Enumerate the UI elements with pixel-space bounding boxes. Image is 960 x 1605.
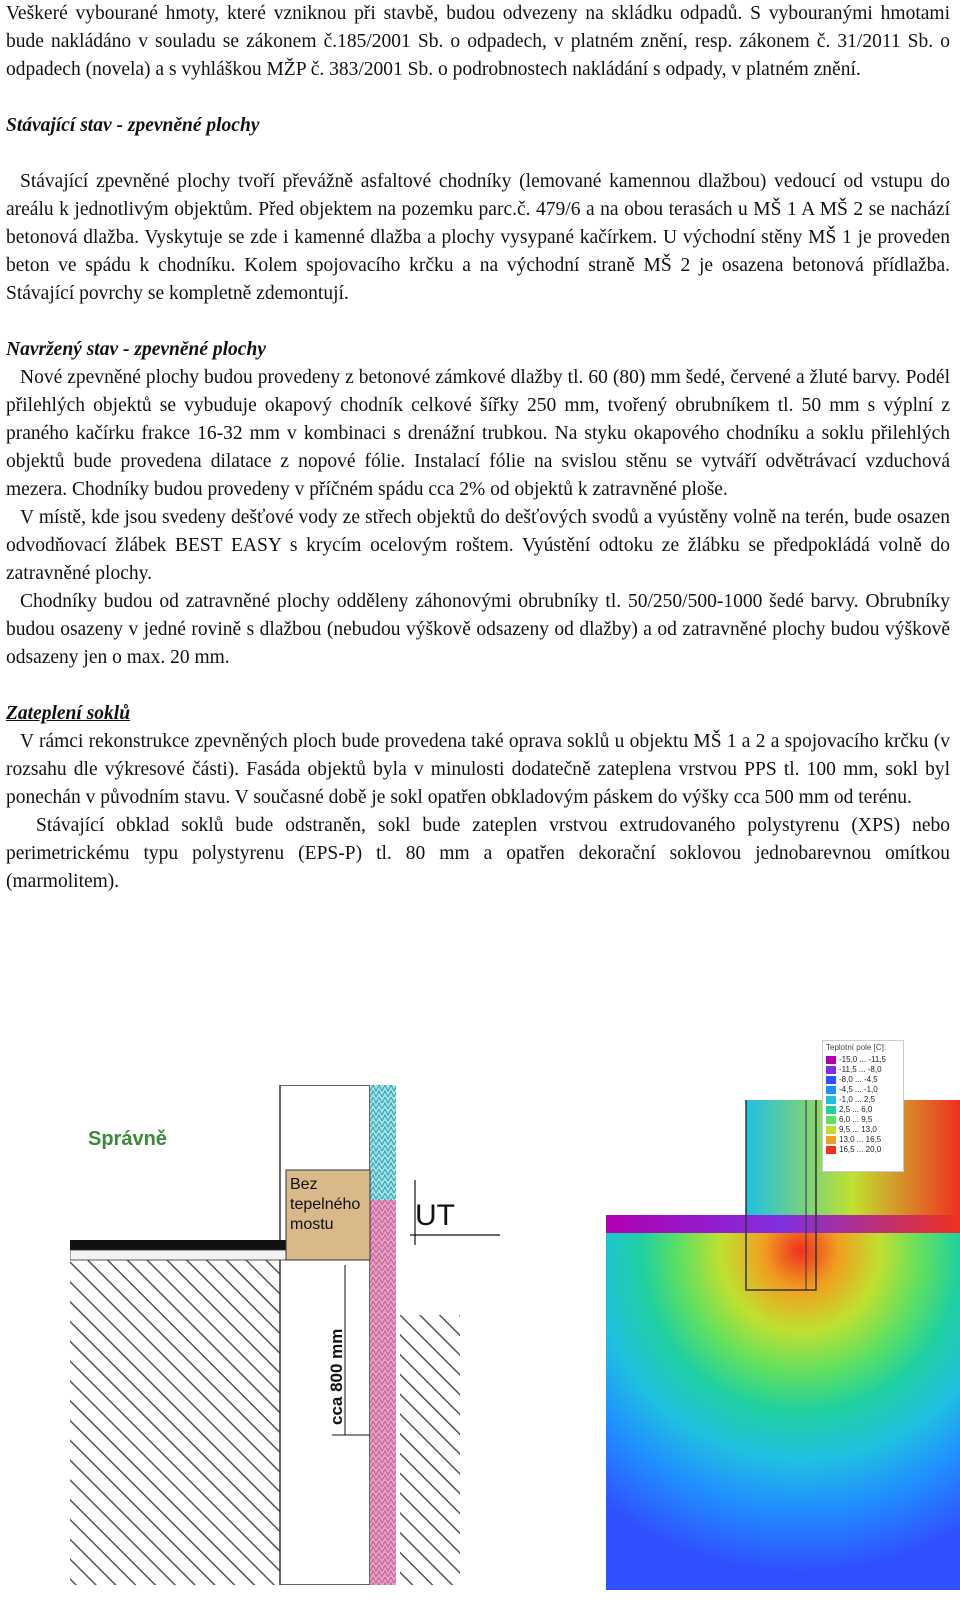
thermal-field-figure — [606, 1040, 960, 1590]
section-proposed-paragraph-3: Chodníky budou od zatravněné plochy odděleny záhonovými obrubníky tl. 50/250/500-1000 šedé barvy. Obrubníky budou osazeny v jedné rovině s dlažbou (nebudou výškově odsazeny od dlažby) a od zatravněné plochy budou výškově odsazeny jen o max. 20 mm. — [6, 591, 950, 668]
section-insulation-paragraph-2: Stávající obklad soklů bude odstraněn, sokl bude zateplen vrstvou extrudovaného polystyrenu (XPS) nebo perimetrickému typu polystyrenu (EPS-P) tl. 80 mm a opatřen dekorační soklovou jednobarevnou omítkou (marmolitem). — [6, 815, 950, 892]
temperature-legend — [822, 1040, 904, 1172]
correct-label: Správně — [88, 1128, 167, 1150]
legend-swatch — [826, 1076, 836, 1084]
legend-label: 6,0 ... 9,5 — [839, 1115, 873, 1124]
plinth-detail-figure — [70, 1085, 590, 1605]
legend-label: -15,0 ... -11,5 — [839, 1055, 886, 1064]
document-body — [6, 0, 950, 896]
legend-item — [823, 1125, 903, 1135]
legend-swatch — [826, 1096, 836, 1104]
legend-label: -4,5 ... -1,0 — [839, 1085, 878, 1094]
legend-label: 9,5 ... 13,0 — [839, 1125, 877, 1134]
section-insulation-paragraph-1: V rámci rekonstrukce zpevněných ploch bude provedena také oprava soklů u objektu MŠ 1 a 2 a spojovacího krčku (v rozsahu dle výkresové části). Fasáda objektů byla v minulosti dodatečně zateplena vrstvou PPS tl. 100 mm, sokl byl ponechán v původním stavu. V současné době je sokl opatřen obkladovým páskem do výšky cca 500 mm od terénu. — [6, 731, 950, 808]
legend-label: -8,0 ... -4,5 — [839, 1075, 878, 1084]
legend-item — [823, 1105, 903, 1115]
legend-item — [823, 1055, 903, 1065]
ground-field — [606, 1233, 960, 1590]
legend-swatch — [826, 1126, 836, 1134]
legend-item — [823, 1065, 903, 1075]
legend-label: 16,5 ... 20,0 — [839, 1145, 882, 1154]
legend-swatch — [826, 1116, 836, 1124]
plinth-detail-drawing — [70, 1085, 590, 1585]
legend-item — [823, 1075, 903, 1085]
ground-hatch-right — [400, 1315, 460, 1585]
legend-swatch — [826, 1056, 836, 1064]
legend-label: 13,0 ... 16,5 — [839, 1135, 882, 1144]
depth-label: cca 800 mm — [327, 1328, 346, 1425]
thermal-field-drawing — [606, 1040, 960, 1590]
box-label-line-3: mostu — [290, 1216, 334, 1233]
box-label-line-1: Bez — [290, 1176, 318, 1193]
section-heading-existing: Stávající stav - zpevněné plochy — [6, 115, 260, 136]
section-proposed-paragraph-2: V místě, kde jsou svedeny dešťové vody ze střech objektů do dešťových svodů a vyústěny volně na terén, bude osazen odvodňovací žlábek BEST EASY s krycím ocelovým roštem. Vyústění odtoku ze žlábku se předpokládá volně do zatravněné plochy. — [6, 507, 950, 584]
legend-label: 2,5 ... 6,0 — [839, 1105, 873, 1114]
legend-item — [823, 1135, 903, 1145]
legend-title: Teplotní pole [C]: — [826, 1043, 887, 1052]
section-heading-insulation: Zateplení soklů — [6, 703, 131, 724]
section-proposed-paragraph-1: Nové zpevněné plochy budou provedeny z betonové zámkové dlažby tl. 60 (80) mm šedé, červené a žluté barvy. Podél přilehlých objektů se vybuduje okapový chodník celkové šířky 250 mm, tvořený obrubníkem tl. 50 mm s výplní z praného kačírku frakce 16-32 mm v kombinaci s drenážní trubkou. Na styku okapového chodníku a soklu přilehlých objektů bude provedena dilatace z nopové fólie. Instalací fólie na svislou stěnu se vytváří odvětrávací vzduchová mezera. Chodníky budou provedeny v příčném spádu cca 2% od objektů k zatravněné ploše. — [6, 367, 950, 500]
legend-item — [823, 1145, 903, 1155]
intro-paragraph: Veškeré vybourané hmoty, které vzniknou při stavbě, budou odvezeny na skládku odpadů. S vybouranými hmotami bude nakládáno v souladu se zákonem č.185/2001 Sb. o odpadech, v platném znění, resp. zákonem č. 31/2011 Sb. o odpadech (novela) a s vyhláškou MŽP č. 383/2001 Sb. o podrobnostech nakládání s odpady, v platném znění. — [6, 3, 950, 80]
ut-label: UT — [415, 1199, 455, 1232]
legend-swatch — [826, 1066, 836, 1074]
legend-item — [823, 1085, 903, 1095]
foundation-wall — [280, 1085, 370, 1585]
legend-label: -11,5 ... -8,0 — [839, 1065, 882, 1074]
box-label-line-2: tepelného — [290, 1196, 361, 1213]
legend-swatch — [826, 1106, 836, 1114]
legend-swatch — [826, 1086, 836, 1094]
legend-label: -1,0 ... 2,5 — [839, 1095, 876, 1104]
section-existing-paragraph: Stávající zpevněné plochy tvoří převážně asfaltové chodníky (lemované kamennou dlažbou) vedoucí od vstupu do areálu k jednotlivým objektům. Před objektem na pozemku parc.č. 479/6 a na obou terasách u MŠ 1 A MŠ 2 se nachází betonová dlažba. Vyskytuje se zde i kamenné dlažba a plochy vysypané kačírkem. U východní stěny MŠ 1 je proveden beton ve spádu k chodníku. Kolem spojovacího krčku a na východní straně MŠ 2 je osazena betonová přídlažba. Stávající povrchy se kompletně zdemontují. — [6, 171, 950, 304]
section-heading-proposed: Navržený stav - zpevněné plochy — [6, 339, 266, 360]
surface-strip — [606, 1215, 960, 1233]
legend-swatch — [826, 1146, 836, 1154]
legend-swatch — [826, 1136, 836, 1144]
legend-item — [823, 1115, 903, 1125]
legend-item — [823, 1095, 903, 1105]
legend-rows — [823, 1055, 903, 1155]
